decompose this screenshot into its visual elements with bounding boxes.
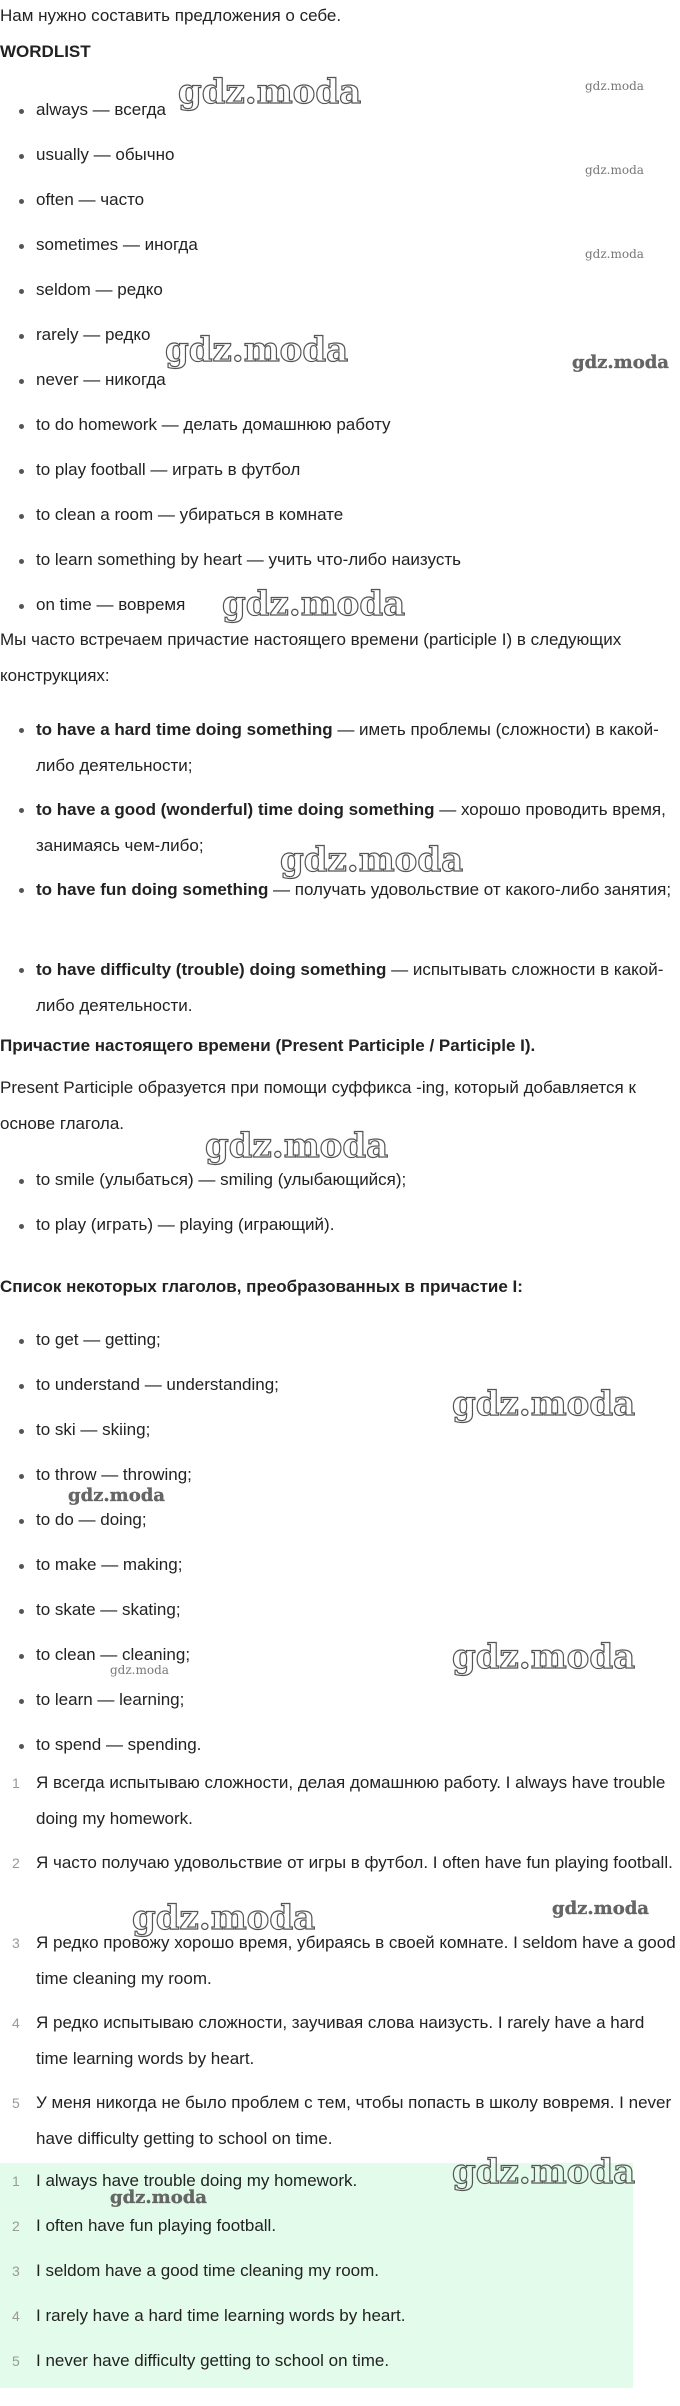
participle-example: to smile (улыбаться) — smiling (улыбающийся); [36, 1170, 407, 1189]
translation-text: Я редко провожу хорошо время, убираясь в своей комнате. I seldom have a good time cleaning my room. [36, 1933, 676, 1988]
wordlist-item: seldom — редко [36, 280, 163, 299]
present-participle-heading: Причастие настоящего времени (Present Participle / Participle I). [0, 1036, 536, 1055]
answer-item [12, 2208, 676, 2244]
wordlist-title: WORDLIST [0, 42, 91, 61]
wordlist-item: to clean a room — убираться в комнате [36, 505, 344, 524]
translation-text: Я всегда испытываю сложности, делая домашнюю работу. I always have trouble doing my homework. [36, 1773, 666, 1828]
answer-item [12, 2298, 676, 2334]
verb-item: to get — getting; [36, 1330, 161, 1349]
wordlist-item: to learn something by heart — учить что-либо наизусть [36, 550, 461, 569]
item-number: 2 [12, 2218, 20, 2234]
watermark: gdz.moda [280, 840, 464, 880]
answer-text: I rarely have a hard time learning words by heart. [36, 2306, 406, 2325]
construction-phrase: to have a hard time doing something [36, 720, 333, 739]
verb-item: to throw — throwing; [36, 1465, 192, 1484]
item-number: 4 [12, 2308, 20, 2324]
answer-item [12, 2253, 676, 2289]
answer-text: I never have difficulty getting to school on time. [36, 2351, 390, 2370]
verb-item: to spend — spending. [36, 1735, 202, 1754]
construction-meaning: — испытывать сложности в какой-либо деятельности. [36, 960, 664, 1015]
present-participle-text: Present Participle образуется при помощи суффикса -ing, который добавляется к основе глагола. [0, 1078, 636, 1133]
construction-item [36, 712, 672, 784]
watermark: gdz.moda [205, 1126, 389, 1166]
verbs-heading: Список некоторых глаголов, преобразованных в причастие I: [0, 1277, 523, 1296]
construction-meaning: — иметь проблемы (сложности) в какой-либо деятельности; [36, 720, 659, 775]
verb-item: to understand — understanding; [36, 1375, 279, 1394]
watermark: gdz.moda [452, 1384, 636, 1424]
watermark: gdz.moda [552, 1898, 649, 1919]
wordlist-item: rarely — редко [36, 325, 151, 344]
construction-phrase: to have a good (wonderful) time doing something [36, 800, 435, 819]
watermark: gdz.moda [222, 584, 406, 624]
wordlist-item: always — всегда [36, 100, 167, 119]
item-number: 2 [12, 1855, 20, 1871]
item-number: 5 [12, 2353, 20, 2369]
answer-text: I often have fun playing football. [36, 2216, 277, 2235]
watermark: gdz.moda [132, 1898, 316, 1938]
item-number: 4 [12, 2015, 20, 2031]
wordlist-item: never — никогда [36, 370, 166, 389]
wordlist-item: often — часто [36, 190, 145, 209]
construction-meaning: — хорошо проводить время, занимаясь чем-либо; [36, 800, 666, 855]
wordlist-item: on time — вовремя [36, 595, 186, 614]
watermark: gdz.moda [572, 352, 669, 373]
watermark: gdz.moda [452, 1637, 636, 1677]
translation-item [12, 1765, 676, 1837]
item-number: 1 [12, 2173, 20, 2189]
watermark: gdz.moda [110, 1663, 169, 1677]
construction-item [36, 952, 672, 1024]
wordlist-item: to play football — играть в футбол [36, 460, 301, 479]
translation-item [12, 1845, 676, 1881]
verb-item: to ski — skiing; [36, 1420, 151, 1439]
verb-item: to do — doing; [36, 1510, 147, 1529]
answer-text: I seldom have a good time cleaning my room. [36, 2261, 380, 2280]
translation-item [12, 1925, 676, 1997]
translation-text: Я редко испытываю сложности, заучивая слова наизусть. I rarely have a hard time learning words by heart. [36, 2013, 645, 2068]
watermark: gdz.moda [165, 330, 349, 370]
construction-item [36, 792, 672, 864]
watermark: gdz.moda [68, 1485, 165, 1506]
translation-text: У меня никогда не было проблем с тем, чтобы попасть в школу вовремя. I never have difficulty getting to school on time. [36, 2093, 672, 2148]
item-number: 5 [12, 2095, 20, 2111]
translation-text: Я часто получаю удовольствие от игры в футбол. I often have fun playing football. [36, 1853, 673, 1872]
item-number: 3 [12, 1935, 20, 1951]
watermark: gdz.moda [178, 72, 362, 112]
construction-phrase: to have fun doing something [36, 880, 269, 899]
intro-text: Нам нужно составить предложения о себе. [0, 6, 342, 25]
participle-example: to play (играть) — playing (играющий). [36, 1215, 335, 1234]
participle-intro: Мы часто встречаем причастие настоящего времени (participle I) в следующих конструкциях: [0, 630, 622, 685]
item-number: 3 [12, 2263, 20, 2279]
item-number: 1 [12, 1775, 20, 1791]
watermark: gdz.moda [585, 79, 644, 93]
translation-item [12, 2085, 676, 2157]
verb-item: to make — making; [36, 1555, 183, 1574]
answer-text: I always have trouble doing my homework. [36, 2171, 358, 2190]
construction-meaning: — получать удовольствие от какого-либо занятия; [268, 880, 672, 899]
answer-item [12, 2163, 676, 2199]
answer-item [12, 2343, 676, 2379]
verb-item: to skate — skating; [36, 1600, 181, 1619]
wordlist-item: usually — обычно [36, 145, 175, 164]
verb-item: to learn — learning; [36, 1690, 185, 1709]
wordlist-item: to do homework — делать домашнюю работу [36, 415, 391, 434]
translation-item [12, 2005, 676, 2077]
verb-item: to clean — cleaning; [36, 1645, 191, 1664]
wordlist-item: sometimes — иногда [36, 235, 198, 254]
construction-item [36, 872, 672, 908]
watermark: gdz.moda [110, 2187, 207, 2208]
construction-phrase: to have difficulty (trouble) doing something [36, 960, 387, 979]
watermark: gdz.moda [585, 247, 644, 261]
watermark: gdz.moda [585, 163, 644, 177]
